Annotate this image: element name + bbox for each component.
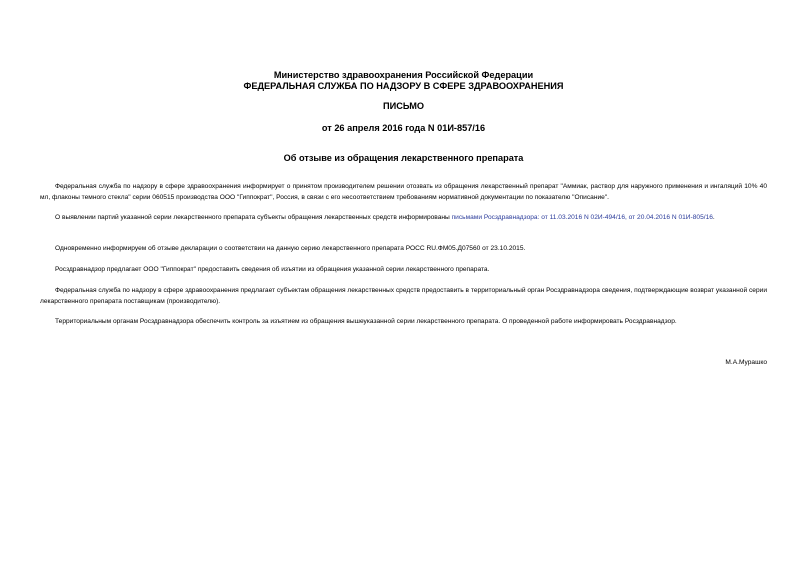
service-heading: ФЕДЕРАЛЬНАЯ СЛУЖБА ПО НАДЗОРУ В СФЕРЕ ЗДРАВООХРАНЕНИЯ — [243, 81, 564, 91]
paragraph-batch-information — [40, 213, 767, 224]
paragraph-declaration-recall: Одновременно информируем об отзыве декларации о соответствии на данную серию лекарственного препарата РОСС RU.ФМ05.Д07560 от 23.10.2015. — [55, 245, 526, 252]
paragraph-text-end: . — [712, 214, 715, 221]
paragraph-recall-notice: Федеральная служба по надзору в сфере здравоохранения информирует о принятом производителем решении отозвать из обращения лекарственный препарат "Аммиак, раствор для наружного применения и ингаляций 10% 40 мл, флаконы темного стекла" серии 060515 производства ООО "Гиппократ", Россия, в связи с его несоответствием требованиям нормативной документации по показателю "Описание". — [40, 183, 767, 201]
paragraph-territorial-control: Территориальным органам Росздравнадзора обеспечить контроль за изъятием из обращения вышеуказанной серии лекарственного препарата. О проведенной работе информировать Росздравнадзор. — [55, 318, 677, 325]
signature: М.А.Мурашко — [725, 359, 767, 366]
paragraph-subjects-request: Федеральная служба по надзору в сфере здравоохранения предлагает субъектам обращения лекарственных средств предоставить в территориальный орган Росздравнадзора сведения, подтверждающие возврат указанной серии лекарственного препарата поставщикам (производителю). — [40, 287, 767, 305]
paragraph-text: О выявлении партий указанной серии лекарственного препарата субъекты обращения лекарственных средств информированы — [55, 214, 452, 221]
ministry-heading: Министерство здравоохранения Российской Федерации — [273, 70, 534, 80]
document-subject: Об отзыве из обращения лекарственного препарата — [283, 153, 524, 163]
paragraph-manufacturer-request: Росздравнадзор предлагает ООО "Гиппократ" предоставить сведения об изъятии из обращения указанной серии лекарственного препарата. — [55, 266, 490, 273]
document-date-number: от 26 апреля 2016 года N 01И-857/16 — [321, 123, 486, 133]
roszdravnadzor-letters-link[interactable]: письмами Росздравнадзора: от 11.03.2016 N 02И-494/16, от 20.04.2016 N 01И-805/16 — [451, 214, 713, 221]
document-type-heading: ПИСЬМО — [382, 101, 425, 111]
